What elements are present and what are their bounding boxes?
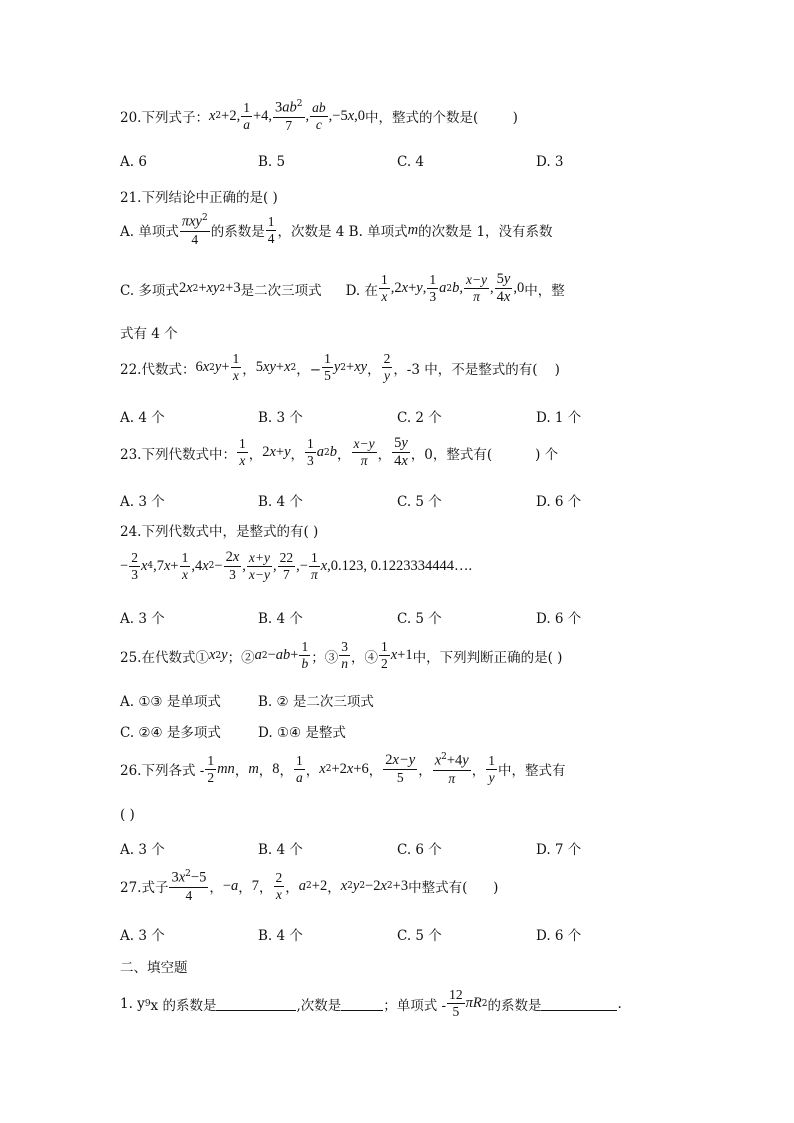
q21-a-prefix: A. 单项式	[120, 224, 179, 241]
q20-option-a: A. 6	[120, 154, 147, 170]
fill1-p3: ,次数是	[296, 997, 342, 1014]
fraction: $\frac{22}{7}$	[279, 549, 294, 582]
blank-coefficient[interactable]	[216, 996, 296, 1011]
q27-stem: 27.式子 $\frac{3x^2-5}{4}$ ， − a ， 7 ， $\frac{2}{x}$ ， a 2 +2 ， x 2 y 2 −2 x 2 +3 中整式有( )	[120, 869, 499, 903]
q27-option-b: B. 4 个	[258, 928, 303, 944]
q25-option-a: A. ①③ 是单项式	[120, 694, 221, 710]
q24-option-b: B. 4 个	[258, 611, 303, 627]
q21-b-text: B. 单项式	[348, 224, 408, 241]
fraction: $\frac{1}{x}$	[181, 549, 189, 582]
q25-suffix: 中，下列判断正确的是( )	[412, 649, 563, 666]
fraction: $\frac{5y}{4x}$	[496, 271, 511, 306]
q22-stem: 22.代数式： 6 x 2 y + $\frac{1}{x}$ ， 5 xy + x 2 ，− $\frac{1}{5}$ y 2 + xy ， $\frac{2}{y}$ ，-3 中，不是整式的有( )	[120, 351, 560, 384]
fraction: $\frac{2}{y}$	[383, 351, 391, 384]
fraction: $\frac{2x-y}{5}$	[385, 752, 416, 786]
section-heading: 二、填空题	[120, 960, 188, 976]
fraction: $\frac{2}{x}$	[275, 869, 283, 902]
q20-option-c: C. 4	[397, 154, 425, 170]
q26-option-d: D. 7 个	[536, 842, 582, 858]
q24-stem: 24.下列代数式中，是整式的有( )	[120, 524, 319, 540]
fraction: $\frac{ab}{c}$	[312, 99, 326, 132]
q20-stem: 20.下列式子： x 2 +2, $\frac{1}{a}$ +4, $\frac{3ab^2}{7}$ , $\frac{ab}{c}$ ,−5 x ,0 中，整式的个数是( )	[120, 99, 518, 133]
fraction: $\frac{3}{n}$	[341, 639, 348, 672]
q21-a-post: ，次数是 4	[277, 224, 345, 241]
q22-suffix: ，-3 中，不是整式的有( )	[393, 361, 560, 378]
fill1-p1: 1. y	[120, 995, 145, 1012]
q25-mid3: ，④	[350, 649, 378, 666]
fraction: $\frac{5y}{4x}$	[394, 435, 408, 470]
q26-continuation: ( )	[120, 807, 135, 823]
fill1-p4: ；单项式 -	[383, 997, 447, 1014]
q22-option-a: A. 4 个	[120, 410, 165, 426]
fraction: $\frac{x-y}{\pi}$	[353, 436, 375, 469]
q26-option-b: B. 4 个	[258, 842, 303, 858]
fill1-p2: x 的系数是	[150, 997, 217, 1014]
fraction: $\frac{1}{2}$	[207, 752, 215, 785]
q20-option-d: D. 3	[536, 154, 564, 170]
q26-stem: 26.下列各式 - $\frac{1}{2}$ mn ， m ， 8 ， $\frac{1}{a}$ ， x 2 +2 x +6 ， $\frac{2x-y}{5}$ ， $\frac{x^2+4y}{\pi}$ ， $\frac{1}{y}$ 中，整式有	[120, 752, 566, 786]
q20-suffix: 中，整式的个数是( )	[365, 110, 518, 127]
fraction: $\frac{x-y}{\pi}$	[465, 272, 488, 305]
fraction: $\frac{1}{3}$	[307, 436, 314, 469]
q21-d-prefix: D. 在	[345, 282, 379, 299]
q23-option-b: B. 4 个	[258, 494, 303, 510]
fill1-p6: .	[617, 995, 622, 1012]
q23-stem: 23.下列代数式中： $\frac{1}{x}$ ， 2 x + y ， $\frac{1}{3}$ a 2 b ， $\frac{x-y}{\pi}$ ， $\frac{5y}{4x}$ ，0，整式有( ) 个	[120, 435, 559, 470]
q22-option-c: C. 2 个	[397, 410, 442, 426]
fraction: $\frac{1}{x}$	[381, 272, 388, 305]
q21-stem: 21.下列结论中正确的是( )	[120, 190, 278, 206]
q22-prefix: 22.代数式：	[120, 361, 196, 378]
q21-b-post: 的次数是 1，没有系数	[418, 224, 553, 241]
q25-option-b: B. ② 是二次三项式	[258, 694, 374, 710]
fraction: $\frac{1}{y}$	[488, 752, 495, 785]
q21-d-continuation: 式有 4 个	[120, 326, 178, 342]
fraction: $\frac{1}{x}$	[232, 351, 240, 384]
fraction: $\frac{1}{x}$	[238, 436, 246, 469]
q21-line-ab: A. 单项式 $\frac{\pi xy^2}{4}$ 的系数是 $\frac{1}{4}$ ，次数是 4 B. 单项式 m 的次数是 1，没有系数	[120, 213, 553, 247]
q21-c-prefix: C. 多项式	[120, 282, 179, 299]
q25-mid1: ；②	[227, 649, 255, 666]
fraction: $\frac{1}{\pi}$	[310, 549, 318, 582]
q25-option-d: D. ①④ 是整式	[258, 725, 346, 741]
q23-option-c: C. 5 个	[397, 494, 442, 510]
q26-prefix: 26.下列各式 -	[120, 763, 205, 780]
q27-option-c: C. 5 个	[397, 928, 442, 944]
q27-prefix: 27.式子	[120, 880, 169, 897]
q25-mid2: ；③	[311, 649, 339, 666]
fraction: $\frac{12}{5}$	[449, 987, 463, 1020]
fraction: $\frac{1}{2}$	[380, 639, 388, 672]
fraction: $\frac{1}{5}$	[324, 351, 331, 384]
q27-suffix: 中整式有( )	[408, 880, 499, 897]
fraction: $\frac{1}{b}$	[301, 639, 309, 672]
q27-option-d: D. 6 个	[536, 928, 582, 944]
q21-line-cd: C. 多项式 2 x 2 + xy 2 +3 是二次三项式 D. 在 $\frac{1}{x}$ ,2 x + y , $\frac{1}{3}$ a 2 b , $\frac{x-y}{\pi}$ , $\frac{5y}{4x}$ ,0 中，整	[120, 271, 565, 306]
fraction: $\frac{3ab^2}{7}$	[275, 99, 303, 133]
fraction: $\frac{1}{3}$	[429, 272, 437, 305]
q22-option-d: D. 1 个	[536, 410, 582, 426]
q21-a-mid: 的系数是	[210, 224, 265, 241]
q21-d-post: 中，整	[524, 282, 565, 299]
q25-prefix: 25.在代数式①	[120, 649, 209, 666]
fraction: $\frac{2x}{3}$	[225, 549, 240, 583]
q26-suffix: 中，整式有	[497, 763, 566, 780]
q23-prefix: 23.下列代数式中：	[120, 446, 236, 463]
fraction: $\frac{1}{a}$	[296, 752, 303, 785]
q24-expressions: − $\frac{2}{3}$ x 4 ,7 x + $\frac{1}{x}$ ,4 x 2 − $\frac{2x}{3}$ , $\frac{x+y}{x-y}$ , $\frac{22}{7}$ ,− $\frac{1}{\pi}$ x , 0.123, 0.1223334444….	[120, 549, 473, 583]
q21-c-post: 是二次三项式	[240, 282, 322, 299]
fill1-exponent: 9	[144, 998, 151, 1009]
q20-option-b: B. 5	[258, 154, 286, 170]
fill1-p5: 的系数是	[487, 997, 542, 1014]
q24-option-a: A. 3 个	[120, 611, 165, 627]
q26-option-c: C. 6 个	[397, 842, 442, 858]
fraction: $\frac{1}{4}$	[267, 213, 275, 246]
q27-option-a: A. 3 个	[120, 928, 165, 944]
q20-prefix: 20.下列式子：	[120, 110, 209, 127]
q23-suffix: ，0，整式有( ) 个	[410, 446, 559, 463]
blank-degree[interactable]	[341, 996, 383, 1011]
q23-option-a: A. 3 个	[120, 494, 165, 510]
q24-decimals: 0.123, 0.1223334444….	[330, 557, 473, 574]
fraction: $\frac{3x^2-5}{4}$	[171, 869, 207, 903]
blank-monomial-coefficient[interactable]	[541, 996, 617, 1011]
q24-option-c: C. 5 个	[397, 611, 442, 627]
q26-option-a: A. 3 个	[120, 842, 165, 858]
q23-option-d: D. 6 个	[536, 494, 582, 510]
fraction: $\frac{2}{3}$	[131, 549, 138, 582]
fraction: $\frac{\pi xy^2}{4}$	[181, 213, 208, 247]
q24-option-d: D. 6 个	[536, 611, 582, 627]
q22-option-b: B. 3 个	[258, 410, 303, 426]
fraction: $\frac{1}{a}$	[243, 99, 250, 132]
fraction: $\frac{x^2+4y}{\pi}$	[434, 752, 469, 786]
q25-stem: 25.在代数式① x 2 y ；② a 2 − ab + $\frac{1}{b}$ ；③ $\frac{3}{n}$ ，④ $\frac{1}{2}$ x +1 中，下列判断正确的是( )	[120, 639, 563, 672]
fraction: $\frac{x+y}{x-y}$	[248, 549, 270, 582]
fill1-stem: 1. y 9 x 的系数是 ,次数是 ；单项式 - $\frac{12}{5}$ πR 2 的系数是 .	[120, 987, 622, 1020]
q25-option-c: C. ②④ 是多项式	[120, 725, 221, 741]
